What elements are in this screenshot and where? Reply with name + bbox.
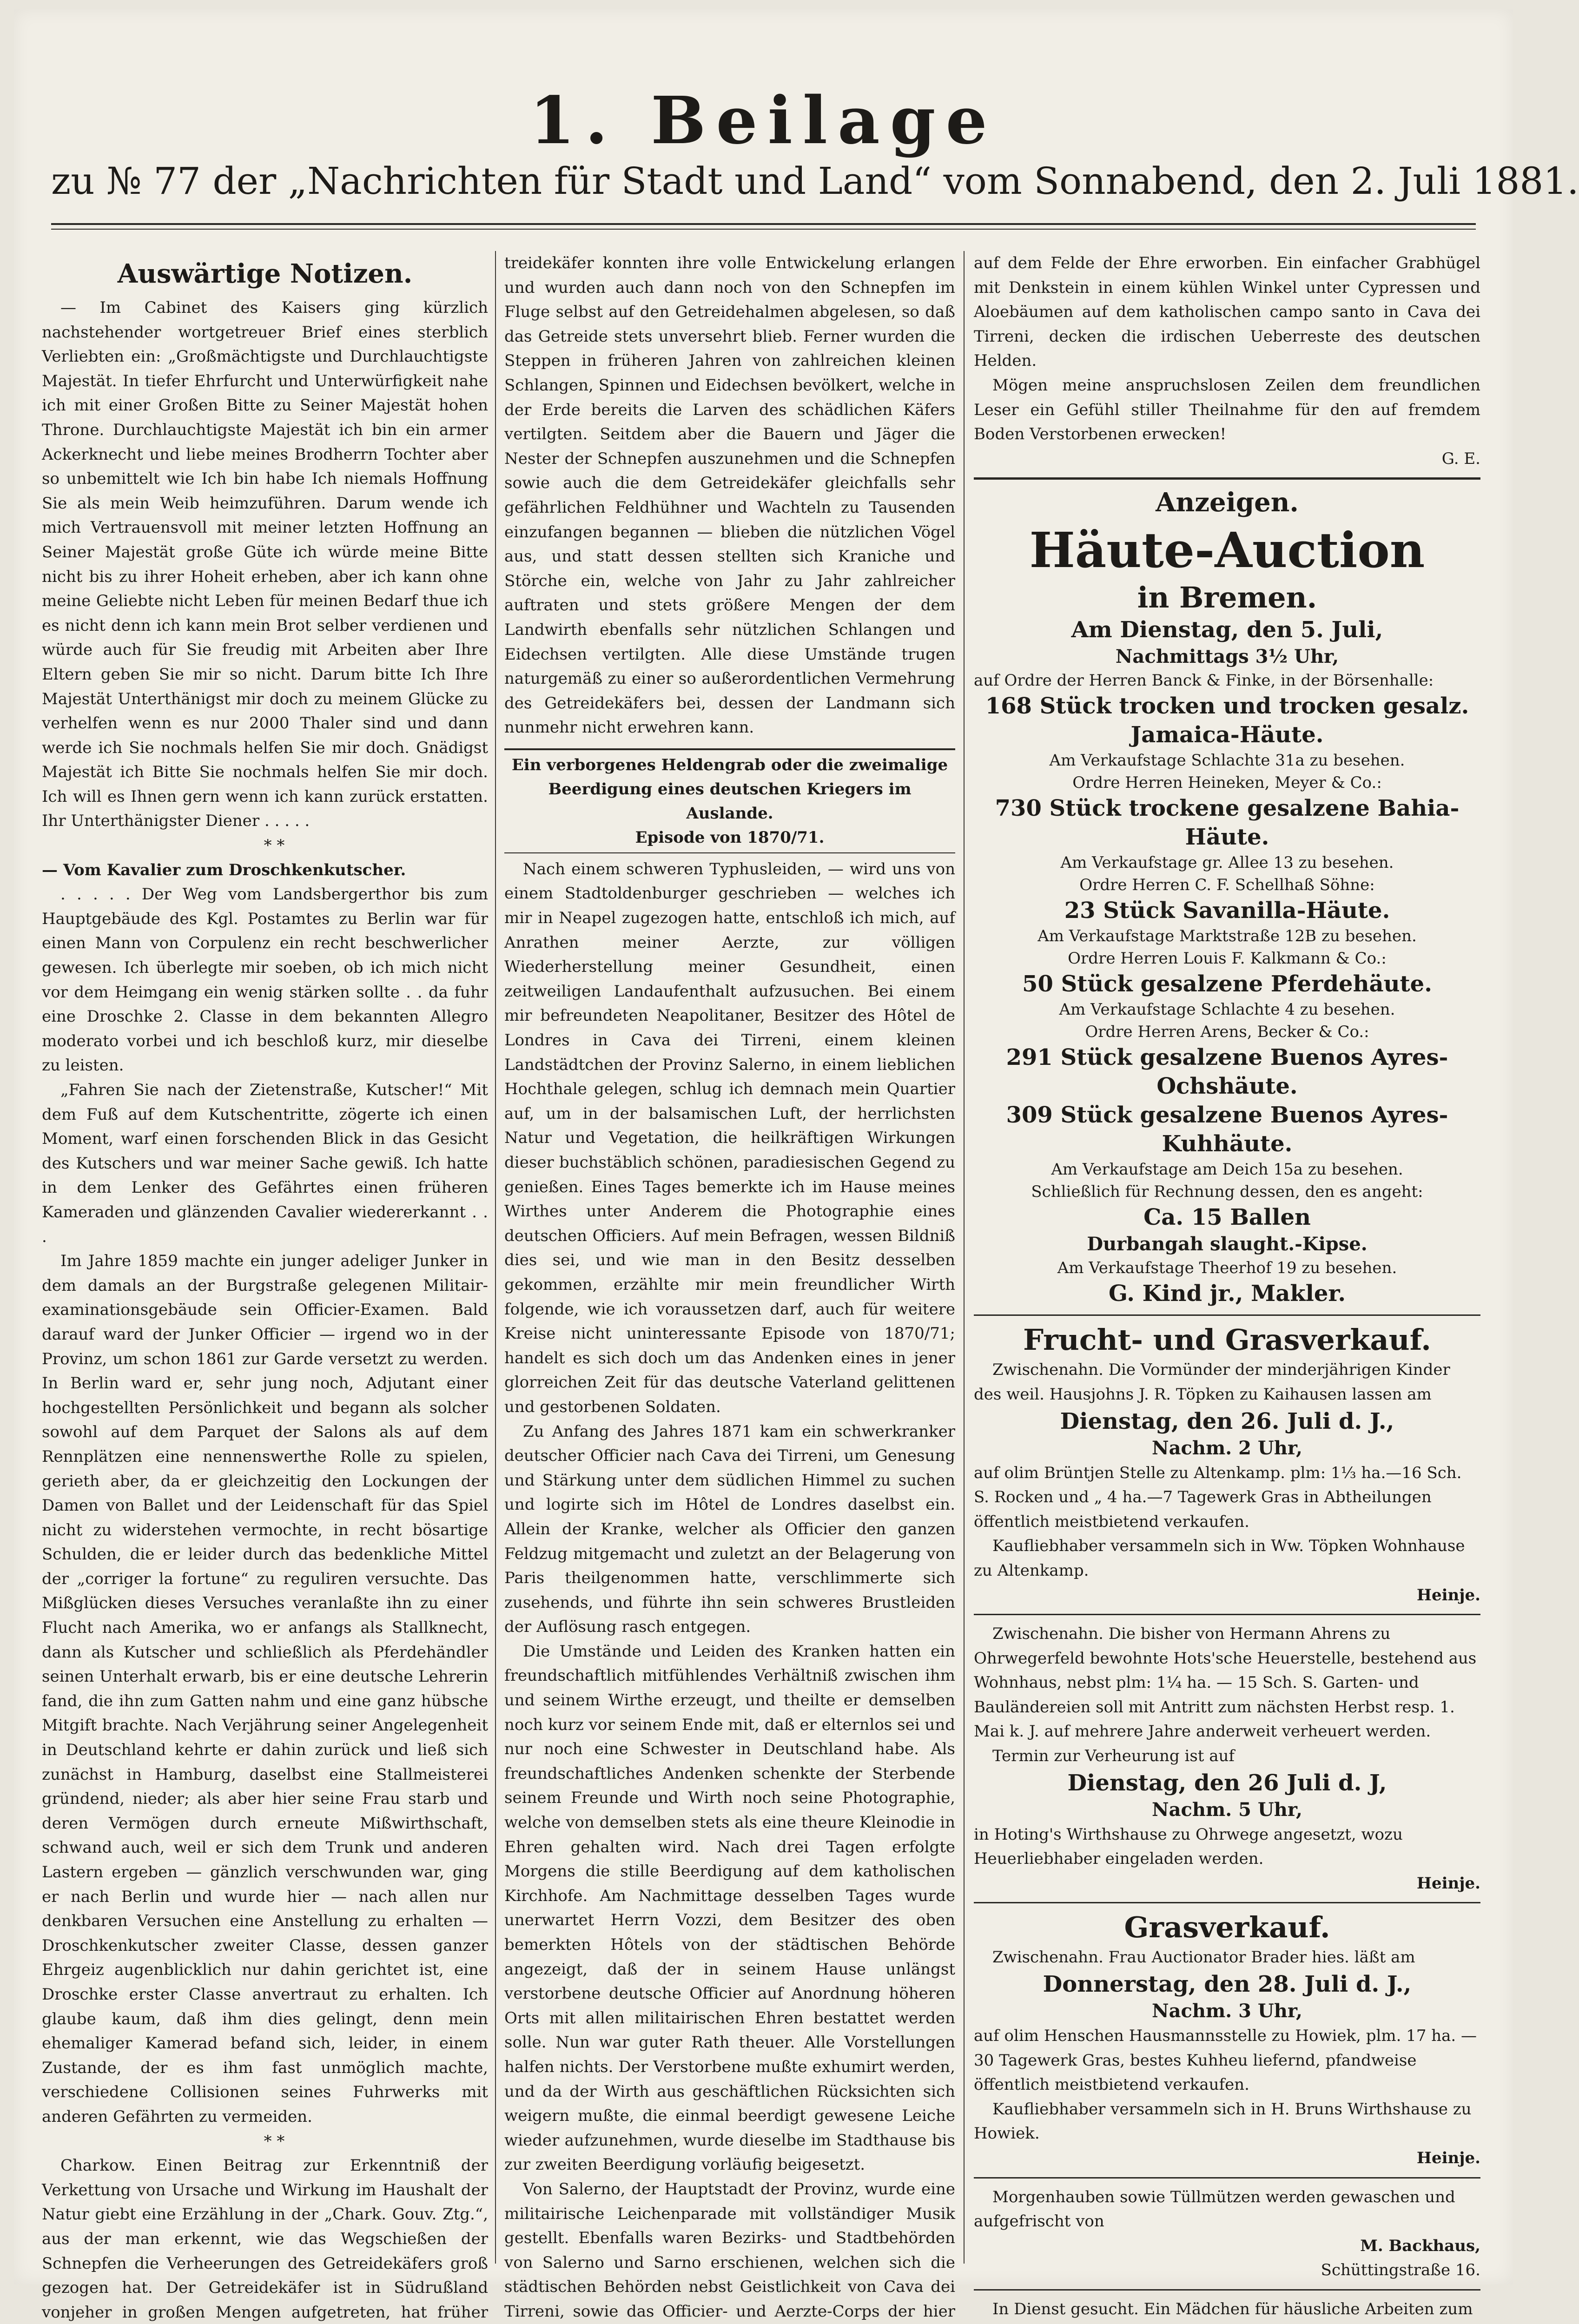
backhaus-text: Morgenhauben sowie Tüllmützen werden gewaschen und aufgefrischt von bbox=[974, 2187, 1455, 2231]
auction-lot-7-order: Schließlich für Rechnung dessen, den es angeht: bbox=[1031, 1182, 1423, 1202]
auction-lot-3: 23 Stück Savanilla-Häute. bbox=[1064, 898, 1390, 924]
frucht-sign: Heinje. bbox=[1416, 1585, 1480, 1604]
article-kavalier-p2: „Fahren Sie nach der Zietenstraße, Kutscher!“ Mit dem Fuß auf dem Kutschentritte, zögerte ich einen Moment, warf einen forschenden Blick in das Gesicht des Kutschers und war meiner Sache gewiß. Ich hatte in dem Lenker des Gefährtes einen früheren Kameraden und glänzenden Cavalier wiedererkannt . . . bbox=[42, 1081, 488, 1246]
auction-lot-3-order: Ordre Herren C. F. Schellhaß Söhne: bbox=[1079, 876, 1375, 895]
gras-time: Nachm. 3 Uhr, bbox=[1152, 2000, 1302, 2022]
dienst-text: In Dienst gesucht. Ein Mädchen für häusliche Arbeiten zum bbox=[992, 2299, 1473, 2318]
auction-lot-5-order: Ordre Herren Arens, Becker & Co.: bbox=[1085, 1023, 1369, 1042]
auction-lot-1-viewing: Am Verkaufstage Schlachte 31a zu besehen. bbox=[1049, 751, 1405, 770]
gras-title: Grasverkauf. bbox=[1124, 1910, 1330, 1945]
auction-lot-2-viewing: Am Verkaufstage gr. Allee 13 zu besehen. bbox=[1060, 853, 1394, 872]
page-title: 1. Beilage bbox=[529, 83, 998, 159]
ad-separator bbox=[974, 1614, 1480, 1615]
article-kavalier-p1: . . . . . Der Weg vom Landsbergerthor bis zum Hauptgebäude des Kgl. Postamtes zu Berlin war für einen Mann von Corpulenz ein recht beschwerlicher gewesen. Ich überlegte mir soeben, ob ich mich nicht vor dem Heimgang ein wenig stärken sollte . . da fuhr eine Droschke 2. Classe in dem bekannten Allegro moderato vorbei und ich beschloß kurz, mir dieselbe zu leisten. bbox=[42, 885, 488, 1075]
auction-lot-5: 291 Stück gesalzene Buenos Ayres-Ochshäute. bbox=[1006, 1044, 1448, 1100]
auction-order: auf Ordre der Herren Banck & Finke, in der Börsenhalle: bbox=[974, 671, 1434, 690]
column-divider-2 bbox=[964, 251, 965, 2264]
gras-text: Zwischenahn. Frau Auctionator Brader hies. läßt am bbox=[992, 1948, 1415, 1967]
auction-lot-1: 168 Stück trocken und trocken gesalz. bbox=[985, 693, 1469, 720]
frucht-text2: auf olim Brüntjen Stelle zu Altenkamp. plm: 1⅓ ha.—16 Sch. S. Rocken und „ 4 ha.—7 Tagewerk Gras in Abtheilungen öffentlich meistbietend verkaufen. bbox=[974, 1463, 1462, 1531]
heldengrab-title: Ein verborgenes Heldengrab oder die zweimalige Beerdigung eines deutschen Kriegers im Auslande. bbox=[511, 755, 948, 823]
hof-text: Zwischenahn. Die bisher von Hermann Ahrens zu Ohrwegerfeld bewohnte Hots'sche Heuerstelle, bestehend aus Wohnhaus, nebst plm: 1¼ ha. — 15 Sch. S. Garten- und Bauländereien soll mit Antritt zum nächsten Herbst resp. 1. Mai k. J. auf mehrere Jahre anderweit verheuert werden. bbox=[974, 1624, 1477, 1741]
article-heldengrab-p4: Von Salerno, der Hauptstadt der Provinz, wurde eine militairische Leichenparade mit vollständiger Musik gestellt. Ebenfalls waren Bezirks- und Stadtbehörden von Salerno und Sarno erschienen, welchen sich die städtischen Behörden nebst Geistlichkeit von Cava dei Tirreni, sowie das Officier- und Aerzte-Corps der hier bbox=[504, 2179, 955, 2321]
page-subtitle: zu № 77 der „Nachrichten für Stadt und Land“ vom Sonnabend, den 2. Juli 1881. bbox=[51, 159, 1579, 203]
article-heldengrab-cont: auf dem Felde der Ehre erworben. Ein einfacher Grabhügel mit Denkstein in einem kühlen Winkel unter Cypressen und Aloebäumen auf dem katholischen campo santo in Cava dei Tirreni, decken die irdischen Ueberreste des deutschen Helden. bbox=[974, 254, 1480, 370]
ad-grasverkauf bbox=[974, 1910, 1480, 2170]
gras-text3: Kaufliebhaber versammeln sich in H. Bruns Wirthshause zu Howiek. bbox=[974, 2100, 1472, 2143]
ads-heading: Anzeigen. bbox=[1156, 487, 1299, 518]
auction-lot-2: 730 Stück trockene gesalzene Bahia-Häute. bbox=[995, 795, 1460, 851]
ad-haeute-auction bbox=[974, 521, 1480, 1308]
header-rule bbox=[51, 223, 1476, 225]
ad-dienst bbox=[974, 2297, 1480, 2324]
column-2 bbox=[504, 251, 955, 2321]
ad-separator bbox=[974, 1314, 1480, 1316]
article-charkow-cont: treidekäfer konnten ihre volle Entwickelung erlangen und wurden auch dann noch von den Schnepfen im Fluge selbst auf den Getreidehalmen abgelesen, so daß das Getreide stets unversehrt blieb. Ferner wurden die Steppen in früheren Jahren von zahlreichen kleinen Schlangen, Spinnen und Eidechsen bevölkert, welche in der Erde bereits die Larven des schädlichen Käfers vertilgten. Seitdem aber die Bauern und Jäger die Nester der Schnepfen auszunehmen und die Schnepfen sowie auch die dem Getreidekäfer gleichfalls sehr gefährlichen Feldhühner und Wachteln zu Tausenden einzufangen begannen — blieben die nützlichen Vögel aus, und statt dessen stellten sich Kraniche und Störche ein, welche von Jahr zu Jahr zahlreicher auftraten und stets größere Mengen der dem Landwirth ebenfalls sehr nützlichen Schlangen und Eidechsen vertilgten. Alle diese Umstände trugen naturgemäß zu einer so außerordentlichen Vermehrung des Getreidekäfers bei, dessen der Landmann sich nunmehr nicht erwehren kann. bbox=[504, 254, 955, 737]
article-heldengrab-p2: Zu Anfang des Jahres 1871 kam ein schwerkranker deutscher Officier nach Cava dei Tirreni, um Genesung und Stärkung unter dem südlichen Himmel zu suchen und logirte sich im Hôtel de Londres daselbst ein. Allein der Kranke, welcher als Officier den ganzen Feldzug mitgemacht und zuletzt an der Belagerung von Paris theilgenommen hatte, verschlimmerte sich zusehends, und führte ihn sein schweres Brustleiden der Auflösung rasch entgegen. bbox=[504, 1422, 955, 1637]
auction-time: Nachmittags 3½ Uhr, bbox=[1115, 646, 1339, 668]
auction-title: Häute-Auction bbox=[1029, 522, 1425, 579]
auction-lot-1-type: Jamaica-Häute. bbox=[1130, 722, 1324, 748]
auction-lot-6: 309 Stück gesalzene Buenos Ayres-Kuhhäute. bbox=[1006, 1102, 1448, 1157]
separator-stars: * * bbox=[264, 2132, 285, 2151]
frucht-text: Zwischenahn. Die Vormünder der minderjährigen Kinder des weil. Hausjohns J. R. Töpken zu Kaihausen lassen am bbox=[974, 1360, 1450, 1404]
column-3 bbox=[974, 251, 1480, 2318]
auction-place: in Bremen. bbox=[1137, 581, 1317, 615]
ad-separator bbox=[974, 2289, 1480, 2291]
backhaus-name: M. Backhaus, bbox=[1360, 2236, 1480, 2255]
column-1 bbox=[42, 251, 488, 2322]
ad-frucht-grasverkauf bbox=[974, 1322, 1480, 1607]
auction-lot-4-viewing: Am Verkaufstage Schlachte 4 zu besehen. bbox=[1059, 1000, 1395, 1019]
article-heldengrab-p3: Die Umstände und Leiden des Kranken hatten ein freundschaftlich mitfühlendes Verhältniß zwischen ihm und seinem Wirthe erzeugt, und theilte er demselben noch kurz vor seinem Ende mit, daß er elternlos sei und nur noch eine Schwester in Deutschland habe. Als freundschaftliches Andenken schenkte der Sterbende seinem Freunde und Wirth noch seine Photographie, welche von demselben stets als eine theure Kleinodie in Ehren gehalten wird. Nach drei Tagen erfolgte Morgens die stille Beerdigung auf dem katholischen Kirchhofe. Am Nachmittage desselben Tages wurde unerwartet Herrn Vozzi, dem Besitzer des oben bemerkten Hôtels von der städtischen Behörde angezeigt, daß der in seinem Hause unlängst verstorbene deutsche Officier auf Anordnung höheren Orts mit allen militairischen Ehren bestattet werden solle. Nun war guter Rath theuer. Alle Vorstellungen halfen nichts. Der Verstorbene mußte exhumirt werden, und da der Wirth aus geschäftlichen Rücksichten sich weigern mußte, die einmal beerdigt gewesene Leiche wieder aufzunehmen, wurde dieselbe im Stadthause bis zur zweiten Beerdigung vorläufig beigesetzt. bbox=[504, 1642, 955, 2174]
auction-lot-2-order: Ordre Herren Heineken, Meyer & Co.: bbox=[1072, 773, 1382, 792]
gras-date: Donnerstag, den 28. Juli d. J., bbox=[1043, 1971, 1412, 1998]
gras-sign: Heinje. bbox=[1416, 2149, 1480, 2167]
frucht-time: Nachm. 2 Uhr, bbox=[1152, 1437, 1302, 1459]
auction-lot-3-viewing: Am Verkaufstage Marktstraße 12B zu besehen. bbox=[1037, 927, 1417, 946]
ad-heuerstelle bbox=[974, 1622, 1480, 1895]
ads-separator bbox=[974, 477, 1480, 480]
section-heading-notizen: Auswärtige Notizen. bbox=[117, 258, 413, 289]
article-heading-kavalier: — Vom Kavalier zum Droschkenkutscher. bbox=[42, 860, 406, 879]
article-cabinet: — Im Cabinet des Kaisers ging kürzlich nachstehender wortgetreuer Brief eines sterblich Verliebten ein: „Großmächtigste und Durchlauchtigste Majestät. In tiefer Ehrfurcht und Unterwürfigkeit nahe ich mit einer Großen Bitte zu Seiner Majestät hohen Throne. Durchlauchtigste Majestät ich bin ein armer Ackerknecht und liebe meines Brodherrn Tochter aber so unbemittelt wie Ich bin habe Ich niemals Hoffnung Sie als mein Weib heimzuführen. Darum wende ich mich Vertrauensvoll mit meiner letzten Hoffnung an Seiner Majestät große Güte ich würde meine Bitte nicht bis zu ihrer Hoheit erheben, aber ich kann ohne meine Geliebte nicht Leben für meinen Bedarf thue ich es nicht denn ich kann mein Brot selber verdienen und würde auch für Sie freudig mit Arbeiten aber Ihre Eltern geben Sie mir so nicht. Darum bitte Ich Ihre Majestät Unterthänigst mir doch zu meinem Glücke zu verhelfen wenn es nur 2000 Thaler sind und dann werde ich Sie nochmals helfen Sie mir doch. Gnädigst Majestät ich Bitte Sie nochmals helfen Sie mir doch. Ich will es Ihnen gern wenn ich kann zurück erstatten. Ihr Unterthänigster Diener . . . . . bbox=[42, 298, 488, 831]
hof-sign: Heinje. bbox=[1416, 1874, 1480, 1893]
article-charkow: Charkow. Einen Beitrag zur Erkenntniß der Verkettung von Ursache und Wirkung im Haushalt der Natur giebt eine Erzählung in der „Chark. Gouv. Ztg.“, aus der man erkennt, wie das Wegschießen der Schnepfen die Verheerungen des Getreidekäfers groß gezogen hat. Der Getreidekäfer ist in Südrußland vonjeher in großen Mengen aufgetreten, hat früher bbox=[42, 2156, 488, 2322]
ad-separator bbox=[974, 1902, 1480, 1903]
hof-time: Nachm. 5 Uhr, bbox=[1152, 1798, 1302, 1821]
newspaper-page bbox=[14, 9, 1579, 2322]
auction-lot-4-order: Ordre Herren Louis F. Kalkmann & Co.: bbox=[1068, 949, 1387, 968]
heldengrab-subtitle: Episode von 1870/71. bbox=[635, 828, 825, 847]
frucht-date: Dienstag, den 26. Juli d. J., bbox=[1060, 1408, 1394, 1434]
hof-text2: Termin zur Verheurung ist auf bbox=[992, 1747, 1235, 1766]
separator-stars: * * bbox=[264, 836, 285, 855]
frucht-text3: Kaufliebhaber versammeln sich in Ww. Töpken Wohnhause zu Altenkamp. bbox=[974, 1537, 1465, 1580]
article-heldengrab-p1: Nach einem schweren Typhusleiden, — wird uns von einem Stadtoldenburger geschrieben — welches ich mir in Neapel zugezogen hatte, entschloß ich mich, auf Anrathen meiner Aerzte, zur völligen Wiederherstellung meiner Gesundheit, einen zeitweiligen Landaufenthalt aufzusuchen. Bei einem mir befreundeten Neapolitaner, Besitzer des Hôtel de Londres in Cava dei Tirreni, einem kleinen Landstädtchen der Provinz Salerno, in einem lieblichen Hochthale gelegen, schlug ich demnach mein Quartier auf, um in der balsamischen Luft, der herrlichsten Natur und Vegetation, die heilkräftigen Wirkungen dieser buchstäblich schönen, paradiesischen Gegend zu genießen. Eines Tages bemerkte ich im Hause meines Wirthes unter Anderem die Photographie eines deutschen Officiers. Auf mein Befragen, wessen Bildniß dies sei, und wie man in den Besitz desselben gekommen, erzählte mir mein freundlicher Wirth folgende, wie ich voraussetzen darf, auch für weitere Kreise nicht uninteressante Episode von 1870/71; handelt es sich doch um das Andenken eines in jener glorreichen Zeit für das deutsche Vaterland gelittenen und gestorbenen Soldaten. bbox=[504, 859, 955, 1416]
ad-backhaus bbox=[974, 2185, 1480, 2283]
hof-text3: in Hoting's Wirthshause zu Ohrwege angesetzt, wozu Heuerliebhaber eingeladen werden. bbox=[974, 1825, 1403, 1868]
article-heading-heldengrab bbox=[504, 748, 955, 853]
auction-lot-7: Ca. 15 Ballen bbox=[1143, 1204, 1311, 1231]
auction-broker: G. Kind jr., Makler. bbox=[1108, 1281, 1346, 1307]
gras-text2: auf olim Henschen Hausmannsstelle zu Howiek, plm. 17 ha. — 30 Tagewerk Gras, bestes Kuhheu liefernd, pfandweise öffentlich meistbietend verkaufen. bbox=[974, 2027, 1477, 2094]
author-initials: G. E. bbox=[1441, 449, 1480, 468]
auction-lot-4: 50 Stück gesalzene Pferdehäute. bbox=[1022, 971, 1432, 997]
article-kavalier-p3: Im Jahre 1859 machte ein junger adeliger Junker in dem damals an der Burgstraße gelegenen Militair-examinationsgebäude sein Officier-Examen. Bald darauf ward der Junker Officier — irgend wo in der Provinz, um schon 1861 zur Garde versetzt zu werden. In Berlin ward er, sehr jung noch, Adjutant einer hochgestellten Persönlichkeit und begann als solcher sowohl auf dem Parquet der Salons als auf dem Rennplätzen eine nennenswerthe Rolle zu spielen, gerieth aber, da er gleichzeitig den Lockungen der Damen von Ballet und der Leidenschaft für das Spiel nicht zu widerstehen vermochte, in recht bösartige Schulden, die er leider durch das bedenkliche Mittel der „corriger la fortune“ zu reguliren versuchte. Das Mißglücken dieses Versuches veranlaßte ihn zu einer Flucht nach Amerika, wo er anfangs als Stallknecht, dann als Kutscher und schließlich als Pferdehändler seinen Unterhalt erwarb, bis er eine deutsche Lehrerin fand, die ihn zum Gatten nahm und eine ganz hübsche Mitgift brachte. Nach Verjährung seiner Angelegenheit in Deutschland kehrte er dahin zurück und ließ sich zunächst in Hamburg, daselbst eine Stallmeisterei gründend, nieder; als aber hier seine Frau starb und deren Vermögen durch erneute Mißwirthschaft, schwand auch, weil er sich dem Trunk und anderen Lastern ergeben — gänzlich verschwunden war, ging er nach Berlin und wurde hier — nach allen nur denkbaren Versuchen eine Anstellung zu erhalten — Droschkenkutscher zweiter Classe, dessen ganzer Ehrgeiz augenblicklich nur dahin gerichtet ist, eine Droschke erster Classe anvertraut zu erhalten. Ich glaube kaum, daß ihm dies gelingt, denn mein ehemaliger Kamerad befand sich, leider, in einem Zustande, der es ihm fast unmöglich machte, verschiedene Collisionen seines Fuhrwerks mit anderen Gefährten zu vermeiden. bbox=[42, 1252, 488, 2126]
auction-lot-6-viewing: Am Verkaufstage am Deich 15a zu besehen. bbox=[1051, 1160, 1403, 1179]
hof-date: Dienstag, den 26 Juli d. J, bbox=[1067, 1769, 1387, 1796]
header-rule-thin bbox=[51, 229, 1476, 230]
column-divider-1 bbox=[495, 251, 496, 2264]
article-heldengrab-closing: Mögen meine anspruchslosen Zeilen dem freundlichen Leser ein Gefühl stiller Theilnahme für den auf fremdem Boden Verstorbenen erwecken! bbox=[974, 376, 1480, 444]
auction-date: Am Dienstag, den 5. Juli, bbox=[1071, 617, 1383, 643]
auction-lot-7-viewing: Am Verkaufstage Theerhof 19 zu besehen. bbox=[1057, 1259, 1397, 1278]
frucht-title: Frucht- und Grasverkauf. bbox=[1023, 1323, 1431, 1357]
auction-lot-7-type: Durbangah slaught.-Kipse. bbox=[1087, 1233, 1368, 1255]
backhaus-address: Schüttingstraße 16. bbox=[1321, 2261, 1480, 2280]
ad-separator bbox=[974, 2177, 1480, 2179]
